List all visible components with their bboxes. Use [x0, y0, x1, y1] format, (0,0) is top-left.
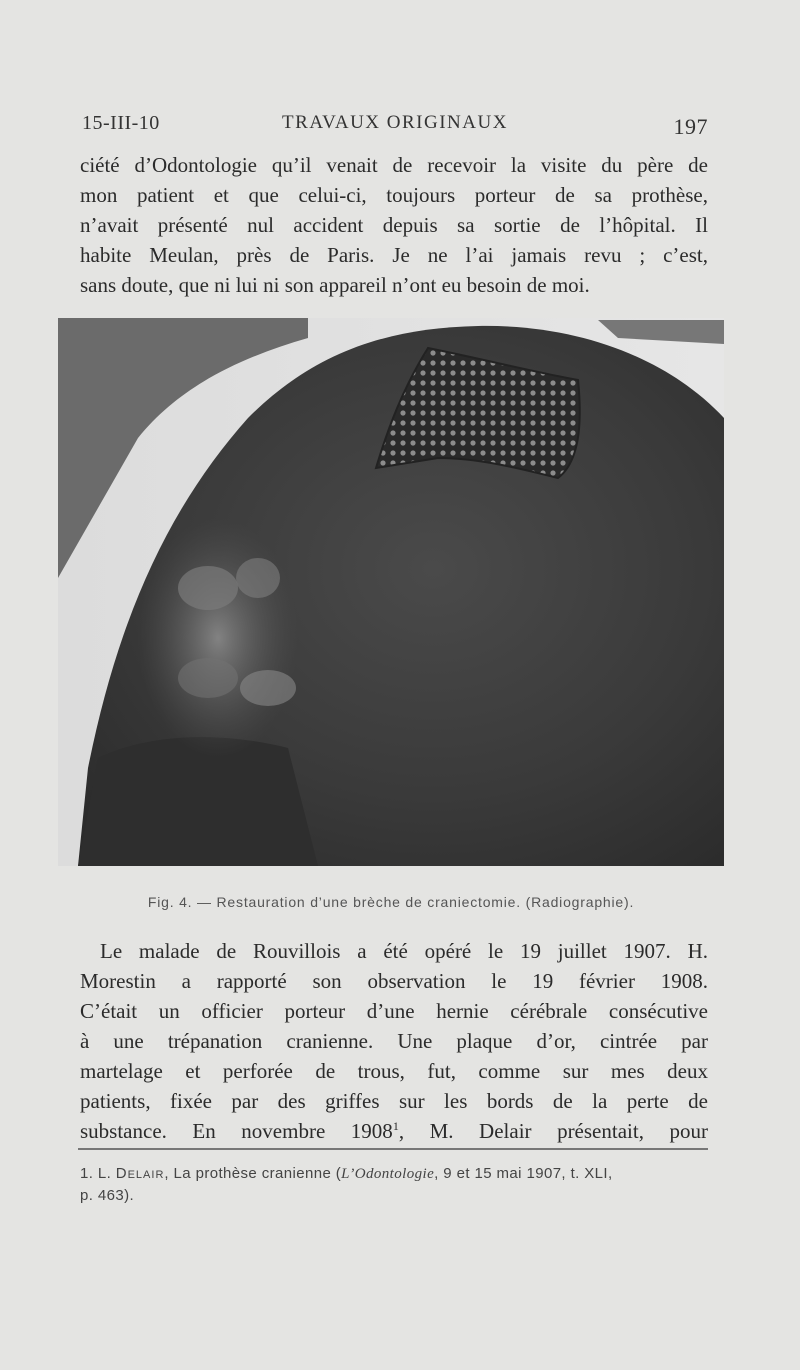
- footnote-line: p. 463).: [80, 1187, 135, 1204]
- text-line: patients, fixée par des griffes sur les bords de la perte de: [80, 1089, 708, 1113]
- text-line: Morestin a rapporté son observation le 19 février 1908.: [80, 969, 708, 993]
- text-line: n’avait présenté nul accident depuis sa sortie de l’hôpital. Il: [80, 213, 708, 237]
- text-line: sans doute, que ni lui ni son appareil n’ont eu besoin de moi.: [80, 273, 590, 297]
- running-head: [82, 112, 708, 140]
- footnote: [80, 1163, 706, 1207]
- text-fragment: , M. Delair présentait, pour: [398, 1119, 708, 1143]
- paragraph-continued: [80, 150, 708, 300]
- radiograph-image: [58, 318, 724, 866]
- figure-caption: Fig. 4. — Restauration d’une brèche de craniectomie. (Radiographie).: [147, 894, 635, 910]
- footnote-author: Delair: [115, 1165, 165, 1182]
- page-number: 197: [673, 114, 708, 139]
- header-date: 15-III-10: [82, 112, 160, 134]
- paragraph: [80, 936, 708, 1146]
- footnote-rule: [78, 1148, 708, 1150]
- header-section-title: TRAVAUX ORIGINAUX: [282, 112, 508, 133]
- footnote-text: , La prothèse cranienne (: [164, 1165, 342, 1182]
- text-line: habite Meulan, près de Paris. Je ne l’ai jamais revu ; c’est,: [80, 243, 708, 267]
- text-line: C’était un officier porteur d’une hernie cérébrale consécutive: [80, 999, 708, 1023]
- text-line: ciété d’Odontologie qu’il venait de recevoir la visite du père de: [80, 153, 708, 177]
- text-line: à une trépanation cranienne. Une plaque d’or, cintrée par: [80, 1029, 708, 1053]
- footnote-line: [80, 1163, 706, 1185]
- text-line: Le malade de Rouvillois a été opéré le 19 juillet 1907. H.: [100, 939, 708, 963]
- text-line: martelage et perforée de trous, fut, comme sur mes deux: [80, 1059, 708, 1083]
- footnote-number: 1. L.: [80, 1165, 112, 1182]
- text-fragment: substance. En novembre 1908: [80, 1119, 393, 1143]
- footnote-ref: 1: [392, 1119, 399, 1133]
- footnote-text: , 9 et 15 mai 1907, t. XLI,: [434, 1165, 613, 1182]
- text-line: mon patient et que celui-ci, toujours porteur de sa prothèse,: [80, 183, 708, 207]
- text-line: [80, 1116, 708, 1146]
- radiograph-figure: [58, 318, 724, 866]
- footnote-journal: L’Odontologie: [341, 1166, 435, 1182]
